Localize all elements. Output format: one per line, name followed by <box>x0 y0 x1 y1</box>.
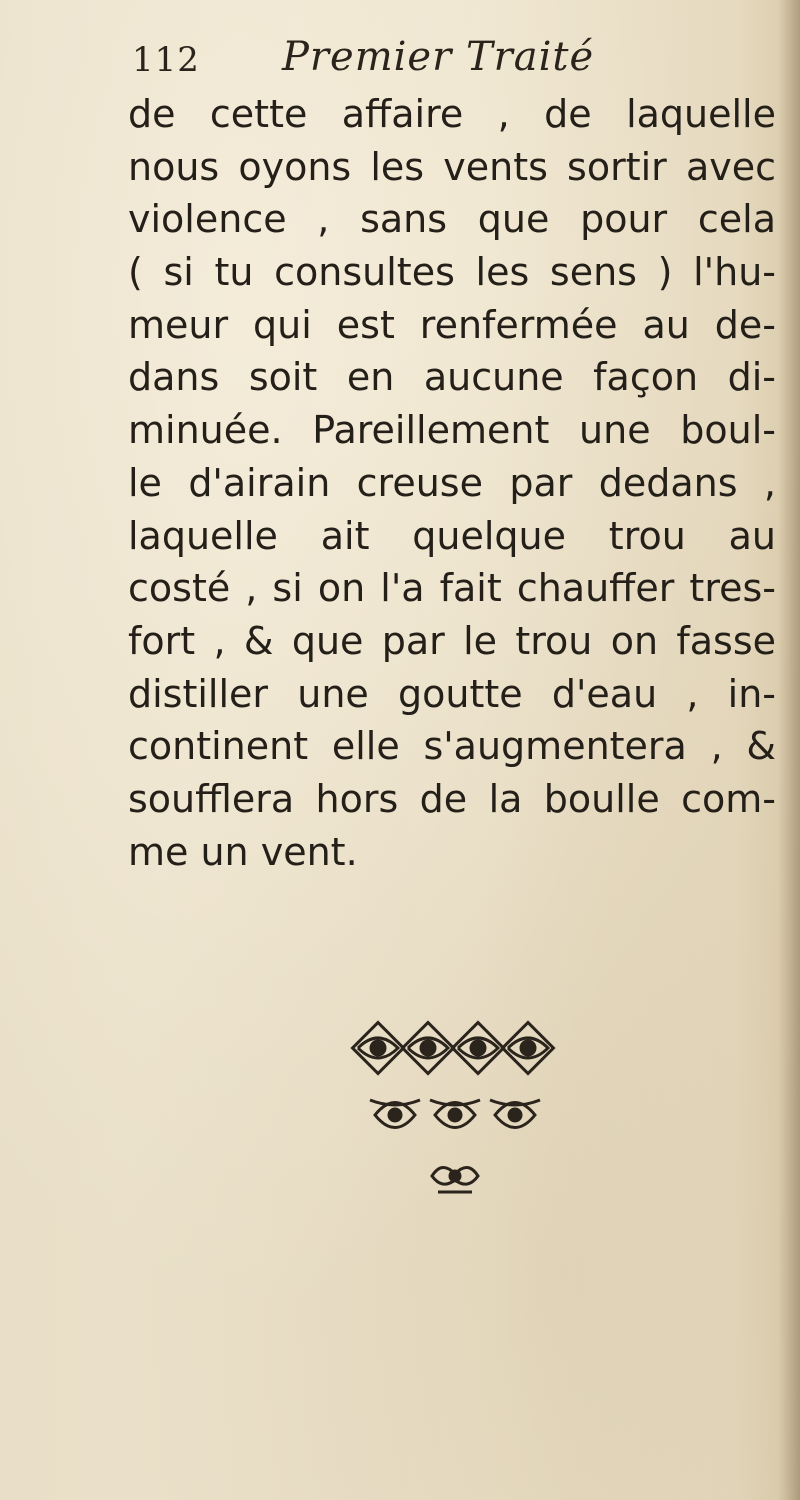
running-title: Premier Traité <box>282 34 595 80</box>
text-line: violence , sans que pour cela <box>128 197 776 242</box>
text-line: de cette affaire , de laquelle <box>128 92 776 136</box>
text-line: ( si tu consultes les sens ) l'hu- <box>128 250 776 295</box>
page-edge-shadow <box>778 0 800 1500</box>
page-header <box>132 34 772 84</box>
text-line: meur qui est renfermée au de- <box>128 302 776 347</box>
text-line: costé , si on l'a fait chauffer tres- <box>128 566 776 611</box>
text-line: fort , & que par le trou on fasse <box>128 618 776 663</box>
body-text <box>128 88 776 878</box>
text-line: minuée. Pareillement une boul- <box>128 408 776 453</box>
text-line: le d'airain creuse par dedans , <box>128 460 776 505</box>
text-line: laquelle ait quelque trou au <box>128 513 776 558</box>
text-line: me un vent. <box>128 829 358 874</box>
page-number: 112 <box>132 40 200 80</box>
fleuron-tailpiece-icon <box>330 1010 580 1210</box>
text-line: continent elle s'augmentera , & <box>128 724 776 769</box>
text-line: nous oyons les vents sortir avec <box>128 144 776 189</box>
text-line: soufflera hors de la boulle com- <box>128 776 776 821</box>
text-line: distiller une goutte d'eau , in- <box>128 671 776 716</box>
text-line: dans soit en aucune façon di- <box>128 355 776 400</box>
